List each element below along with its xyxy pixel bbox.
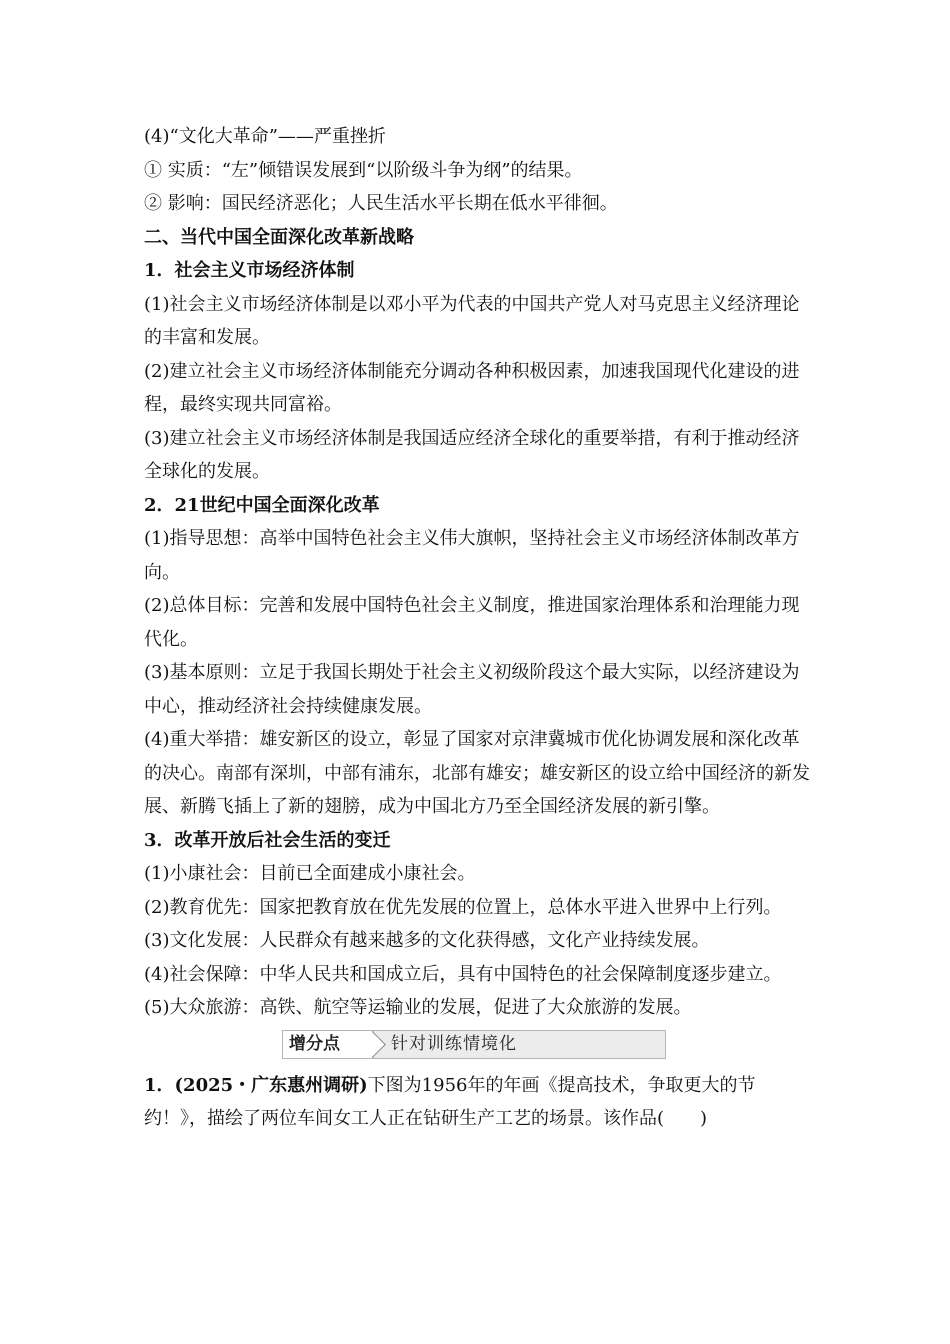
text-line: ① 实质：“左”倾错误发展到“以阶级斗争为纲”的结果。 [144, 159, 583, 181]
section-heading: 二、当代中国全面深化改革新战略 [144, 226, 414, 248]
section-banner [282, 1030, 666, 1059]
paragraph: (2)总体目标：完善和发展中国特色社会主义制度，推进国家治理体系和治理能力现代化。 [144, 595, 800, 650]
subsection-heading: 1．社会主义市场经济体制 [144, 260, 355, 281]
paragraph: (4)重大举措：雄安新区的设立，彰显了国家对京津冀城市优化协调发展和深化改革的决心。南部有深圳，中部有浦东，北部有雄安；雄安新区的设立给中国经济的新发展、新腾飞插上了新的翅膀，成为中国北方乃至全国经济发展的新引擎。 [144, 729, 810, 817]
paragraph: (1)小康社会：目前已全面建成小康社会。 [144, 863, 476, 884]
paragraph: (4)社会保障：中华人民共和国成立后，具有中国特色的社会保障制度逐步建立。 [144, 963, 782, 985]
question-source: (2025・广东惠州调研) [174, 1074, 368, 1096]
paragraph: (1)社会主义市场经济体制是以邓小平为代表的中国共产党人对马克思主义经济理论的丰富和发展。 [144, 293, 800, 348]
banner-tag-label: 增分点 [289, 1033, 340, 1054]
question-number: 1． [144, 1074, 175, 1096]
banner-title: 针对训练情境化 [391, 1033, 517, 1054]
paragraph: (2)建立社会主义市场经济体制能充分调动各种积极因素，加速我国现代化建设的进程，最终实现共同富裕。 [144, 360, 800, 415]
document-page [144, 120, 810, 1136]
paragraph: (2)教育优先：国家把教育放在优先发展的位置上，总体水平进入世界中上行列。 [144, 896, 782, 918]
question-text: 下图为1956年的年画《提高技术，争取更大的节约！》，描绘了两位车间女工人正在钻研生产工艺的场景。该作品( ) [144, 1074, 756, 1129]
text-line: (4)“文化大革命”——严重挫折 [144, 126, 386, 147]
subsection-heading: 3．改革开放后社会生活的变迁 [144, 829, 391, 851]
text-line: ② 影响：国民经济恶化；人民生活水平长期在低水平徘徊。 [144, 193, 618, 214]
paragraph: (3)建立社会主义市场经济体制是我国适应经济全球化的重要举措，有利于推动经济全球化的发展。 [144, 427, 800, 482]
paragraph: (1)指导思想：高举中国特色社会主义伟大旗帜，坚持社会主义市场经济体制改革方向。 [144, 528, 800, 583]
subsection-heading: 2．21世纪中国全面深化改革 [144, 494, 380, 516]
paragraph: (3)基本原则：立足于我国长期处于社会主义初级阶段这个最大实际，以经济建设为中心，推动经济社会持续健康发展。 [144, 662, 800, 717]
question [144, 1069, 810, 1136]
paragraph: (3)文化发展：人民群众有越来越多的文化获得感，文化产业持续发展。 [144, 930, 710, 951]
section-banner-wrap [144, 1027, 810, 1065]
paragraph: (5)大众旅游：高铁、航空等运输业的发展，促进了大众旅游的发展。 [144, 997, 692, 1018]
